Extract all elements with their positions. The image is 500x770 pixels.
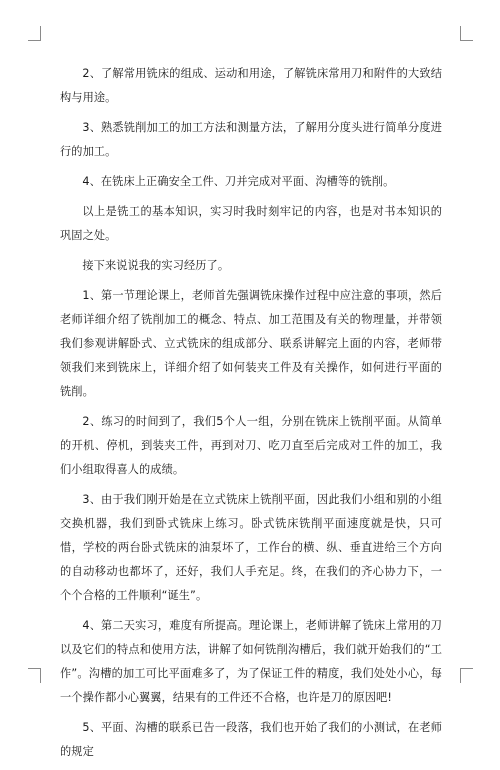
paragraph-objective-4: 4、在铣床上正确安全工件、刀并完成对平面、沟槽等的铣削。 bbox=[82, 175, 395, 188]
crop-mark-bottom-left bbox=[28, 668, 41, 683]
paragraph-experience-3: 3、由于我们刚开始是在立式铣床上铣削平面，因此我们小组和别的小组交换机器，我们到卧式铣床上练习。卧式铣床铣削平面速度就是快，只可惜，学校的两台卧式铣床的油泵坏了，工作台的横、纵、垂直进给三个方向的自动移动也都坏了，还好，我们人手充足。终，在我们的齐心协力下，一个个合格的工件顺利“诞生”。 bbox=[60, 493, 442, 602]
document-body bbox=[60, 62, 442, 770]
paragraph-objective-3: 3、熟悉铣削加工的加工方法和测量方法，了解用分度头进行简单分度进行的加工。 bbox=[60, 121, 442, 158]
crop-mark-top-right bbox=[460, 26, 473, 41]
paragraph-transition: 接下来说说我的实习经历了。 bbox=[82, 259, 230, 272]
paragraph-summary: 以上是铣工的基本知识，实习时我时刻牢记的内容，也是对书本知识的巩固之处。 bbox=[60, 205, 442, 242]
crop-mark-bottom-right bbox=[460, 668, 473, 683]
paragraph-experience-1: 1、第一节理论课上，老师首先强调铣床操作过程中应注意的事项，然后老师详细介绍了铣削加工的概念、特点、加工范围及有关的物理量，并带领我们参观讲解卧式、立式铣床的组成部分、联系讲解完上面的内容，老师带领我们来到铣床上，详细介绍了如何装夹工件及有关操作，如何进行平面的铣削。 bbox=[60, 289, 442, 398]
paragraph-experience-4: 4、第二天实习，难度有所提高。理论课上，老师讲解了铣床上常用的刀以及它们的特点和使用方法，讲解了如何铣削沟槽后，我们就开始我们的“工作”。沟槽的加工可比平面难多了，为了保证工件的精度，我们处处小心，每一个操作都小心翼翼，结果有的工件还不合格，也许是刀的原因吧! bbox=[60, 619, 442, 704]
paragraph-objective-2: 2、了解常用铣床的组成、运动和用途，了解铣床常用刀和附件的大致结构与用途。 bbox=[60, 67, 442, 104]
paragraph-experience-2: 2、练习的时间到了，我们5个人一组，分别在铣床上铣削平面。从简单的开机、停机，到装夹工件，再到对刀、吃刀直至后完成对工件的加工，我们小组取得喜人的成绩。 bbox=[60, 415, 442, 476]
paragraph-experience-5: 5、平面、沟槽的联系已告一段落，我们也开始了我们的小测试，在老师的规定 bbox=[60, 721, 442, 758]
crop-mark-top-left bbox=[28, 26, 41, 41]
